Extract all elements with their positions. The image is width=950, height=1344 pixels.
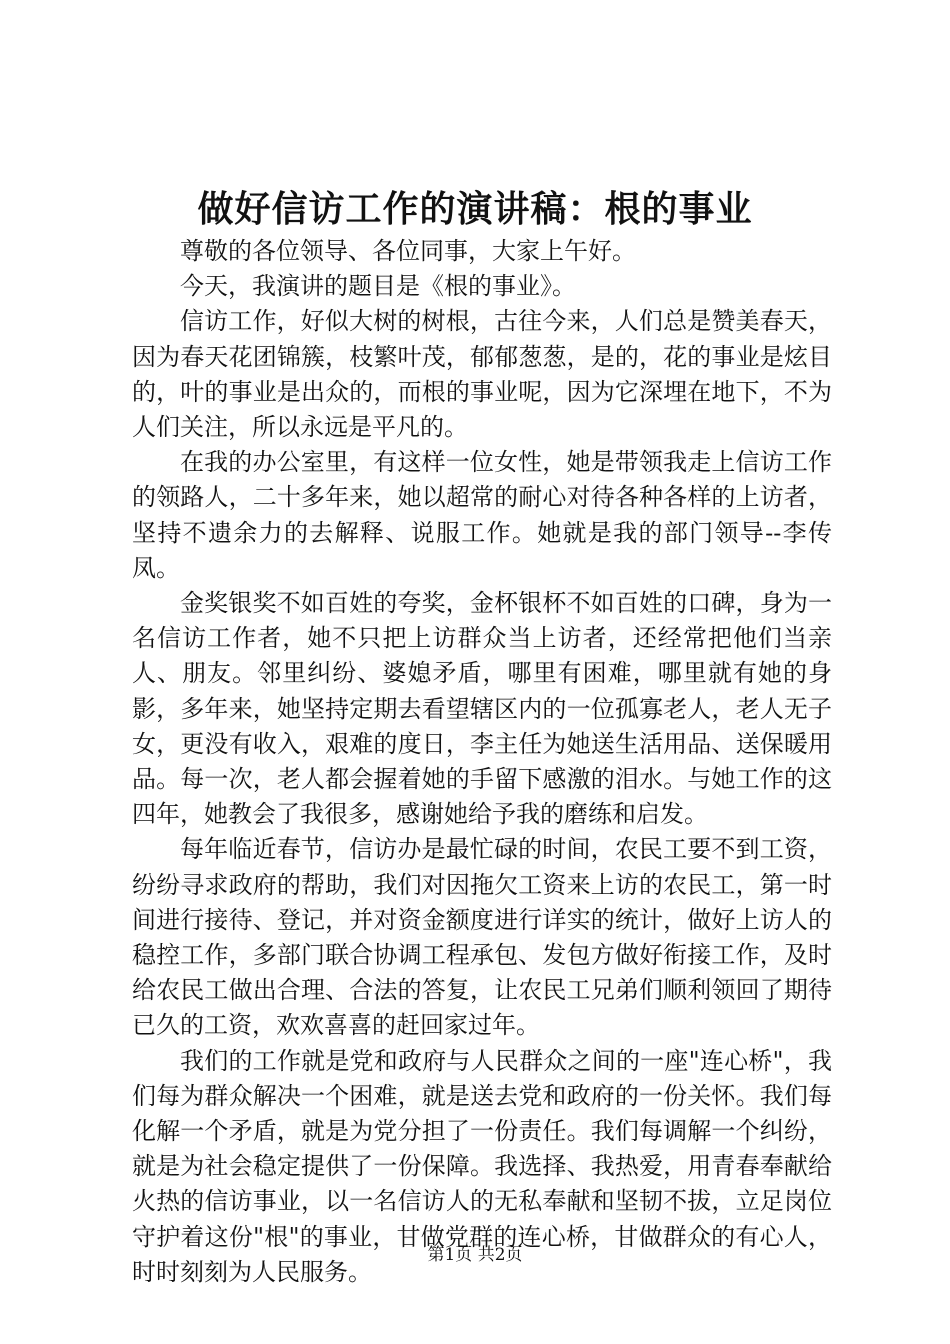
paragraph-office-leader: 在我的办公室里，有这样一位女性，她是带领我走上信访工作的领路人，二十多年来，她以超常的耐心对待各种各样的上访者，坚持不遗余力的去解释、说服工作。她就是我的部门领导--李传凤。	[132, 448, 832, 582]
document-body	[132, 234, 832, 1290]
paragraph-tree-root: 信访工作，好似大树的树根，古往今来，人们总是赞美春天，因为春天花团锦簇，枝繁叶茂，郁郁葱葱，是的，花的事业是炫目的，叶的事业是出众的，而根的事业呢，因为它深埋在地下，不为人们关注，所以永远是平凡的。	[132, 307, 832, 442]
paragraph-greeting: 尊敬的各位领导、各位同事，大家上午好。	[180, 237, 636, 265]
paragraph-topic: 今天，我演讲的题目是《根的事业》。	[180, 272, 576, 301]
paragraph-bridge: 我们的工作就是党和政府与人民群众之间的一座"连心桥"，我们每为群众解决一个困难，就是送去党和政府的一份关怀。我们每化解一个矛盾，就是为党分担了一份责任。我们每调解一个纠纷，就是为社会稳定提供了一份保障。我选择、我热爱，用青春奉献给火热的信访事业，以一名信访人的无私奉献和坚韧不拔，立足岗位守护着这份"根"的事业，甘做党群的连心桥，甘做群众的有心人，时时刻刻为人民服务。	[132, 1046, 832, 1286]
page-number-footer: 第1页 共2页	[427, 1245, 523, 1265]
paragraph-spring-festival: 每年临近春节，信访办是最忙碌的时间，农民工要不到工资，纷纷寻求政府的帮助，我们对因拖欠工资来上访的农民工，第一时间进行接待、登记，并对资金额度进行详实的统计，做好上访人的稳控工作，多部门联合协调工程承包、发包方做好衔接工作，及时给农民工做出合理、合法的答复，让农民工兄弟们顺利领回了期待已久的工资，欢欢喜喜的赶回家过年。	[132, 835, 832, 1040]
paragraph-public-praise: 金奖银奖不如百姓的夸奖，金杯银杯不如百姓的口碑，身为一名信访工作者，她不只把上访群众当上访者，还经常把他们当亲人、朋友。邻里纠纷、婆媳矛盾，哪里有困难，哪里就有她的身影，多年来，她坚持定期去看望辖区内的一位孤寡老人，老人无子女，更没有收入，艰难的度日，李主任为她送生活用品、送保暖用品。每一次，老人都会握着她的手留下感激的泪水。与她工作的这四年，她教会了我很多，感谢她给予我的磨练和启发。	[132, 589, 832, 829]
document-title: 做好信访工作的演讲稿：根的事业	[197, 188, 753, 230]
